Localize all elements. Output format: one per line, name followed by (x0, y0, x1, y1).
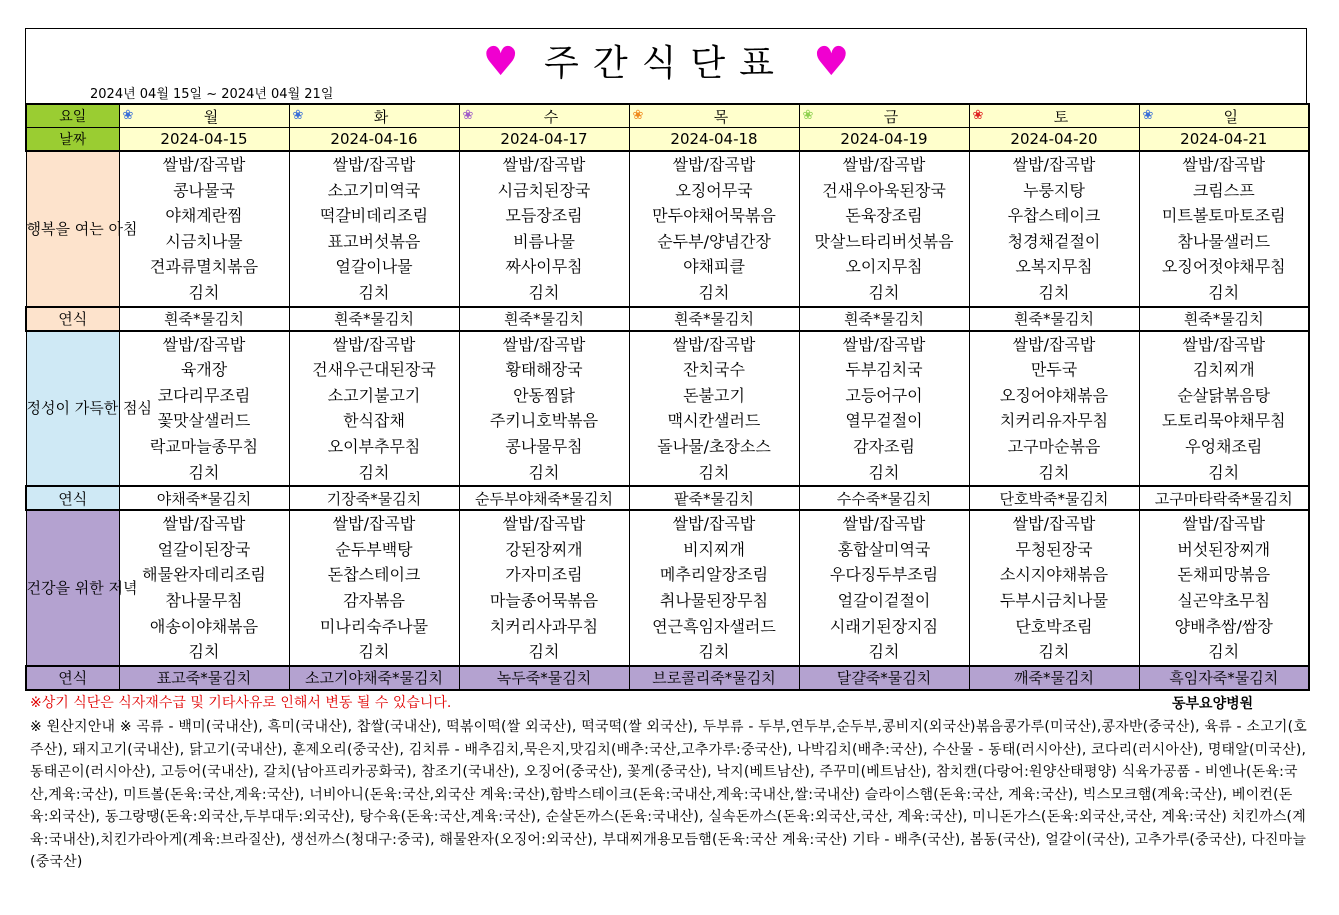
menu-item: 시금치나물 (165, 231, 243, 251)
dinner-cell (289, 510, 459, 666)
menu-item: 김치 (698, 282, 730, 302)
menu-item: 오이지무침 (845, 257, 923, 277)
menu-item: 애송이야채볶음 (149, 616, 259, 636)
day-name-cell (119, 104, 289, 128)
hospital-name: 동부요양병원 (1172, 696, 1254, 712)
menu-item: 도토리묵야채무침 (1161, 411, 1286, 431)
menu-item: 비지찌개 (683, 539, 745, 559)
menu-item: 코다리무조림 (157, 385, 251, 405)
breakfast-label: 행복을 여는 아침 (26, 151, 119, 307)
menu-item: 콩나물국 (173, 180, 235, 200)
menu-item: 마늘종어묵볶음 (489, 590, 599, 610)
menu-item: 맛살느타리버섯볶음 (814, 231, 954, 251)
menu-item: 떡갈비데리조림 (319, 206, 429, 226)
menu-item: 돈채피망볶음 (1177, 565, 1271, 585)
menu-item: 육개장 (180, 360, 228, 380)
snack-cell: 수수죽*물김치 (799, 486, 969, 510)
snack-cell: 흰죽*물김치 (799, 307, 969, 331)
menu-item: 김치 (358, 642, 390, 662)
flower-icon: ❀ (122, 107, 134, 123)
menu-item: 우찹스테이크 (1007, 206, 1101, 226)
menu-item: 잔치국수 (683, 360, 745, 380)
menu-item: 김치 (1208, 642, 1240, 662)
menu-item: 돌나물/초장소스 (657, 436, 771, 456)
menu-item: 김치 (698, 462, 730, 482)
date-cell: 2024-04-18 (629, 128, 799, 152)
menu-item: 미나리숙주나물 (319, 616, 429, 636)
day-name-row (26, 104, 1309, 128)
dinner-cell (459, 510, 629, 666)
snack-cell: 단호박죽*물김치 (969, 486, 1139, 510)
menu-item: 김치찌개 (1192, 360, 1255, 380)
snack-row (26, 486, 1309, 510)
snack-cell: 고구마타락죽*물김치 (1139, 486, 1309, 510)
menu-item: 김치 (188, 282, 220, 302)
menu-item: 쌀밥/잡곡밥 (1012, 514, 1096, 534)
day-name-cell (459, 104, 629, 128)
menu-item: 오징어젓야채무침 (1161, 257, 1286, 277)
menu-item: 표고버섯볶음 (327, 231, 421, 251)
snack-cell: 흰죽*물김치 (969, 307, 1139, 331)
lunch-cell (629, 331, 799, 487)
menu-item: 순두부/양념간장 (657, 231, 771, 251)
menu-item: 김치 (528, 282, 560, 302)
day-name-cell (1139, 104, 1309, 128)
snack-label: 연식 (26, 666, 119, 690)
day-name: 일 (1223, 107, 1238, 126)
dinner-cell (1139, 510, 1309, 666)
menu-item: 연근흑임자샐러드 (652, 616, 776, 636)
breakfast-cell (459, 151, 629, 307)
menu-item: 짜사이무침 (505, 257, 583, 277)
menu-item: 누룽지탕 (1023, 180, 1085, 200)
menu-item: 오복지무침 (1015, 257, 1093, 277)
menu-item: 쌀밥/잡곡밥 (1012, 155, 1096, 174)
menu-item: 쌀밥/잡곡밥 (842, 514, 926, 534)
date-range: 2024년 04월 15일 ~ 2024년 04월 21일 (90, 87, 334, 102)
menu-item: 취나물된장무침 (659, 590, 769, 610)
date-row (26, 128, 1309, 152)
menu-item: 감자볶음 (343, 590, 405, 610)
menu-item: 참나물샐러드 (1177, 231, 1271, 251)
menu-item: 얼갈이된장국 (157, 539, 251, 559)
date-cell: 2024-04-21 (1139, 128, 1309, 152)
day-label: 요일 (26, 104, 119, 128)
menu-item: 고등어구이 (845, 385, 923, 405)
day-name: 목 (713, 107, 729, 126)
menu-item: 김치 (528, 462, 560, 482)
dinner-cell (629, 510, 799, 666)
menu-item: 쌀밥/잡곡밥 (502, 155, 586, 174)
flower-icon: ❀ (292, 107, 304, 123)
breakfast-cell (289, 151, 459, 307)
menu-item: 김치 (868, 462, 900, 482)
menu-item: 주키니호박볶음 (489, 411, 599, 431)
snack-cell: 흰죽*물김치 (1139, 307, 1309, 331)
menu-item: 순살닭볶음탕 (1177, 385, 1271, 405)
flower-icon: ❀ (972, 107, 984, 123)
menu-item: 양배추쌈/쌈장 (1174, 616, 1273, 636)
menu-item: 돈불고기 (683, 385, 745, 405)
day-name-cell (969, 104, 1139, 128)
date-cell: 2024-04-16 (289, 128, 459, 152)
snack-cell: 깨죽*물김치 (969, 666, 1139, 690)
menu-item: 건새우아욱된장국 (822, 180, 946, 200)
menu-item: 소고기미역국 (327, 180, 421, 200)
menu-item: 얼갈이나물 (335, 257, 413, 277)
dinner-label: 건강을 위한 저녁 (26, 510, 119, 666)
flower-icon: ❀ (632, 107, 644, 123)
snack-cell: 소고기야채죽*물김치 (289, 666, 459, 690)
menu-item: 쌀밥/잡곡밥 (1012, 334, 1096, 354)
flower-icon: ❀ (1142, 107, 1154, 123)
day-name: 화 (373, 107, 389, 126)
snack-cell: 흰죽*물김치 (289, 307, 459, 331)
menu-item: 김치 (358, 462, 390, 482)
menu-item: 소시지야채볶음 (999, 565, 1109, 585)
menu-item: 쌀밥/잡곡밥 (672, 155, 756, 174)
menu-item: 김치 (1208, 282, 1240, 302)
breakfast-cell (629, 151, 799, 307)
menu-item: 김치 (1038, 642, 1070, 662)
menu-item: 황태해장국 (505, 360, 583, 380)
lunch-cell (969, 331, 1139, 487)
menu-item: 쌀밥/잡곡밥 (1182, 514, 1266, 534)
menu-item: 청경채겉절이 (1007, 231, 1101, 251)
snack-cell: 흰죽*물김치 (459, 307, 629, 331)
menu-item: 강된장찌개 (505, 539, 583, 559)
menu-item: 감자조림 (853, 436, 915, 456)
dinner-cell (799, 510, 969, 666)
menu-item: 단호박조림 (1015, 616, 1093, 636)
breakfast-cell (969, 151, 1139, 307)
menu-item: 쌀밥/잡곡밥 (1182, 334, 1266, 354)
menu-item: 김치 (868, 282, 900, 302)
breakfast-cell (1139, 151, 1309, 307)
menu-item: 소고기불고기 (327, 385, 421, 405)
title-frame (25, 28, 1307, 104)
menu-item: 크림스프 (1192, 180, 1255, 200)
menu-item: 쌀밥/잡곡밥 (162, 514, 246, 534)
snack-cell: 달걀죽*물김치 (799, 666, 969, 690)
snack-row (26, 307, 1309, 331)
menu-item: 건새우근대된장국 (312, 360, 436, 380)
menu-item: 우다징두부조림 (829, 565, 939, 585)
date-cell: 2024-04-17 (459, 128, 629, 152)
dinner-cell (119, 510, 289, 666)
breakfast-cell (119, 151, 289, 307)
menu-item: 쌀밥/잡곡밥 (332, 514, 416, 534)
menu-item: 비름나물 (513, 231, 575, 251)
menu-table (25, 103, 1310, 691)
menu-item: 무청된장국 (1015, 539, 1093, 559)
menu-item: 고구마순볶음 (1007, 436, 1101, 456)
day-name-cell (799, 104, 969, 128)
lunch-label: 정성이 가득한 점심 (26, 331, 119, 487)
snack-cell: 녹두죽*물김치 (459, 666, 629, 690)
menu-item: 해물완자데리조림 (142, 565, 266, 585)
menu-item: 메추리알장조림 (659, 565, 769, 585)
menu-item: 오징어야채볶음 (999, 385, 1109, 405)
menu-item: 맥시칸샐러드 (667, 411, 761, 431)
menu-item: 김치 (528, 642, 560, 662)
menu-item: 쌀밥/잡곡밥 (502, 334, 586, 354)
snack-cell: 흰죽*물김치 (629, 307, 799, 331)
lunch-cell (799, 331, 969, 487)
lunch-cell (1139, 331, 1309, 487)
day-name-cell (629, 104, 799, 128)
menu-item: 쌀밥/잡곡밥 (1182, 155, 1266, 174)
heart-icon: ♥ (482, 39, 519, 85)
page-title (26, 35, 1306, 86)
menu-item: 실곤약초무침 (1177, 590, 1271, 610)
menu-item: 오이부추무침 (327, 436, 421, 456)
snack-cell: 팥죽*물김치 (629, 486, 799, 510)
origin-info: ※ 원산지안내 ※ 곡류 - 백미(국내산), 흑미(국내산), 찹쌀(국내산), 떡볶이떡(쌀 외국산), 떡국떡(쌀 외국산), 두부류 - 두부,연두부,순두부,콩비지(외국산)볶음콩가루(미국산),콩자반(중국산), 육류 - 소고기(호주산), 돼지고기(국내산), 닭고기(국내산), 훈제오리(중국산), 김치류 - 배추김치,묵은지,맛김치(배추:국산,고추가루:중국산), 나박김치(배추:국산), 수산물 - 동태(러시아산), 코다리(러시아산), 명태알(미국산), 동태곤이(러시아산), 고등어(국내산), 갈치(남아프리카공화국), 참조기(국내산), 오징어(중국산), 꽃게(중국산), 낙지(베트남산), 주꾸미(베트남산), 참치캔(다랑어:원양산태평양) 식육가공품 - 비엔나(돈육:국산,계육:국산), 미트볼(돈육:국산,계육:국산), 너비아니(돈육:국산,외국산 계육:국산),함박스테이크(돈육:국내산,계육:국내산,쌀:국내산) 슬라이스햄(돈육:국산, 계육:국산), 빅스모크햄(계육:국산), 베이컨(돈육:외국산), 동그랑땡(돈육:외국산,두부대두:외국산), 탕수육(돈육:국산,계육:국산), 순살돈까스(돈육:국내산), 실속돈까스(돈육:외국산,국산, 계육:국산), 미니돈가스(돈육:외국산,국산, 계육:국산) 치킨까스(계육:국내산),치킨가라아게(계육:브라질산), 생선까스(청대구:중국), 해물완자(오징어:외국산), 부대찌개용모듬햄(돈육:국산 계육:국산) 기타 - 배추(국산), 봄동(국산), 얼갈이(국산), 고추가루(중국산), 다진마늘(중국산) (30, 719, 1307, 870)
date-cell: 2024-04-20 (969, 128, 1139, 152)
menu-item: 김치 (868, 642, 900, 662)
day-name-cell (289, 104, 459, 128)
menu-item: 쌀밥/잡곡밥 (842, 155, 926, 174)
menu-item: 김치 (1208, 462, 1240, 482)
menu-item: 김치 (698, 642, 730, 662)
menu-item: 치커리사과무침 (489, 616, 599, 636)
snack-label: 연식 (26, 307, 119, 331)
menu-item: 오징어무국 (675, 180, 753, 200)
menu-item: 안동찜닭 (513, 385, 575, 405)
menu-item: 김치 (188, 462, 220, 482)
menu-item: 야채계란찜 (165, 206, 243, 226)
snack-cell: 브로콜리죽*물김치 (629, 666, 799, 690)
menu-item: 김치 (188, 642, 220, 662)
menu-item: 쌀밥/잡곡밥 (502, 514, 586, 534)
menu-item: 김치 (1038, 282, 1070, 302)
menu-item: 쌀밥/잡곡밥 (332, 334, 416, 354)
heart-icon: ♥ (813, 39, 850, 85)
menu-item: 버섯된장찌개 (1177, 539, 1271, 559)
day-name: 수 (543, 107, 559, 126)
menu-item: 만두야채어묵볶음 (652, 206, 776, 226)
menu-item: 견과류멸치볶음 (149, 257, 259, 277)
flower-icon: ❀ (802, 107, 814, 123)
lunch-cell (459, 331, 629, 487)
menu-item: 두부시금치나물 (999, 590, 1109, 610)
date-cell: 2024-04-19 (799, 128, 969, 152)
lunch-row (26, 331, 1309, 487)
menu-item: 우엉채조림 (1185, 436, 1263, 456)
menu-item: 쌀밥/잡곡밥 (672, 514, 756, 534)
day-name: 토 (1053, 107, 1069, 126)
menu-item: 돈육장조림 (845, 206, 923, 226)
menu-item: 열무겉절이 (845, 411, 923, 431)
snack-cell: 야채죽*물김치 (119, 486, 289, 510)
flower-icon: ❀ (462, 107, 474, 123)
menu-item: 얼갈이겉절이 (837, 590, 931, 610)
notice-text: ※상기 식단은 식자재수급 및 기타사유로 인해서 변동 될 수 있습니다. (30, 695, 452, 711)
menu-item: 꽃맛살샐러드 (157, 411, 251, 431)
menu-item: 시금치된장국 (497, 180, 591, 200)
date-label: 날짜 (26, 128, 119, 152)
day-name: 월 (203, 107, 219, 126)
date-cell: 2024-04-15 (119, 128, 289, 152)
snack-cell: 흑임자죽*물김치 (1139, 666, 1309, 690)
breakfast-row (26, 151, 1309, 307)
menu-item: 쌀밥/잡곡밥 (162, 155, 246, 174)
menu-item: 모듬장조림 (505, 206, 583, 226)
dinner-row (26, 510, 1309, 666)
menu-item: 쌀밥/잡곡밥 (842, 334, 926, 354)
snack-cell: 순두부야채죽*물김치 (459, 486, 629, 510)
day-name: 금 (883, 107, 899, 126)
menu-item: 두부김치국 (845, 360, 923, 380)
menu-item: 쌀밥/잡곡밥 (162, 334, 246, 354)
menu-item: 치커리유자무침 (999, 411, 1109, 431)
snack-row (26, 666, 1309, 690)
snack-cell: 기장죽*물김치 (289, 486, 459, 510)
menu-item: 참나물무침 (165, 590, 243, 610)
menu-item: 락교마늘종무침 (149, 436, 259, 456)
menu-item: 만두국 (1030, 360, 1078, 380)
title-text: 주간식단표 (544, 43, 788, 84)
menu-item: 콩나물무침 (505, 436, 583, 456)
dinner-cell (969, 510, 1139, 666)
lunch-cell (289, 331, 459, 487)
menu-item: 홍합살미역국 (837, 539, 931, 559)
menu-item: 쌀밥/잡곡밥 (672, 334, 756, 354)
menu-item: 한식잡채 (343, 411, 405, 431)
menu-item: 김치 (358, 282, 390, 302)
menu-item: 가자미조림 (505, 565, 583, 585)
menu-item: 쌀밥/잡곡밥 (332, 155, 416, 174)
menu-item: 순두부백탕 (335, 539, 413, 559)
breakfast-cell (799, 151, 969, 307)
menu-item: 야채피클 (683, 257, 745, 277)
menu-item: 시래기된장지짐 (829, 616, 939, 636)
menu-item: 돈찹스테이크 (327, 565, 421, 585)
snack-label: 연식 (26, 486, 119, 510)
menu-item: 김치 (1038, 462, 1070, 482)
snack-cell: 흰죽*물김치 (119, 307, 289, 331)
snack-cell: 표고죽*물김치 (119, 666, 289, 690)
menu-item: 미트볼토마토조림 (1161, 206, 1286, 226)
